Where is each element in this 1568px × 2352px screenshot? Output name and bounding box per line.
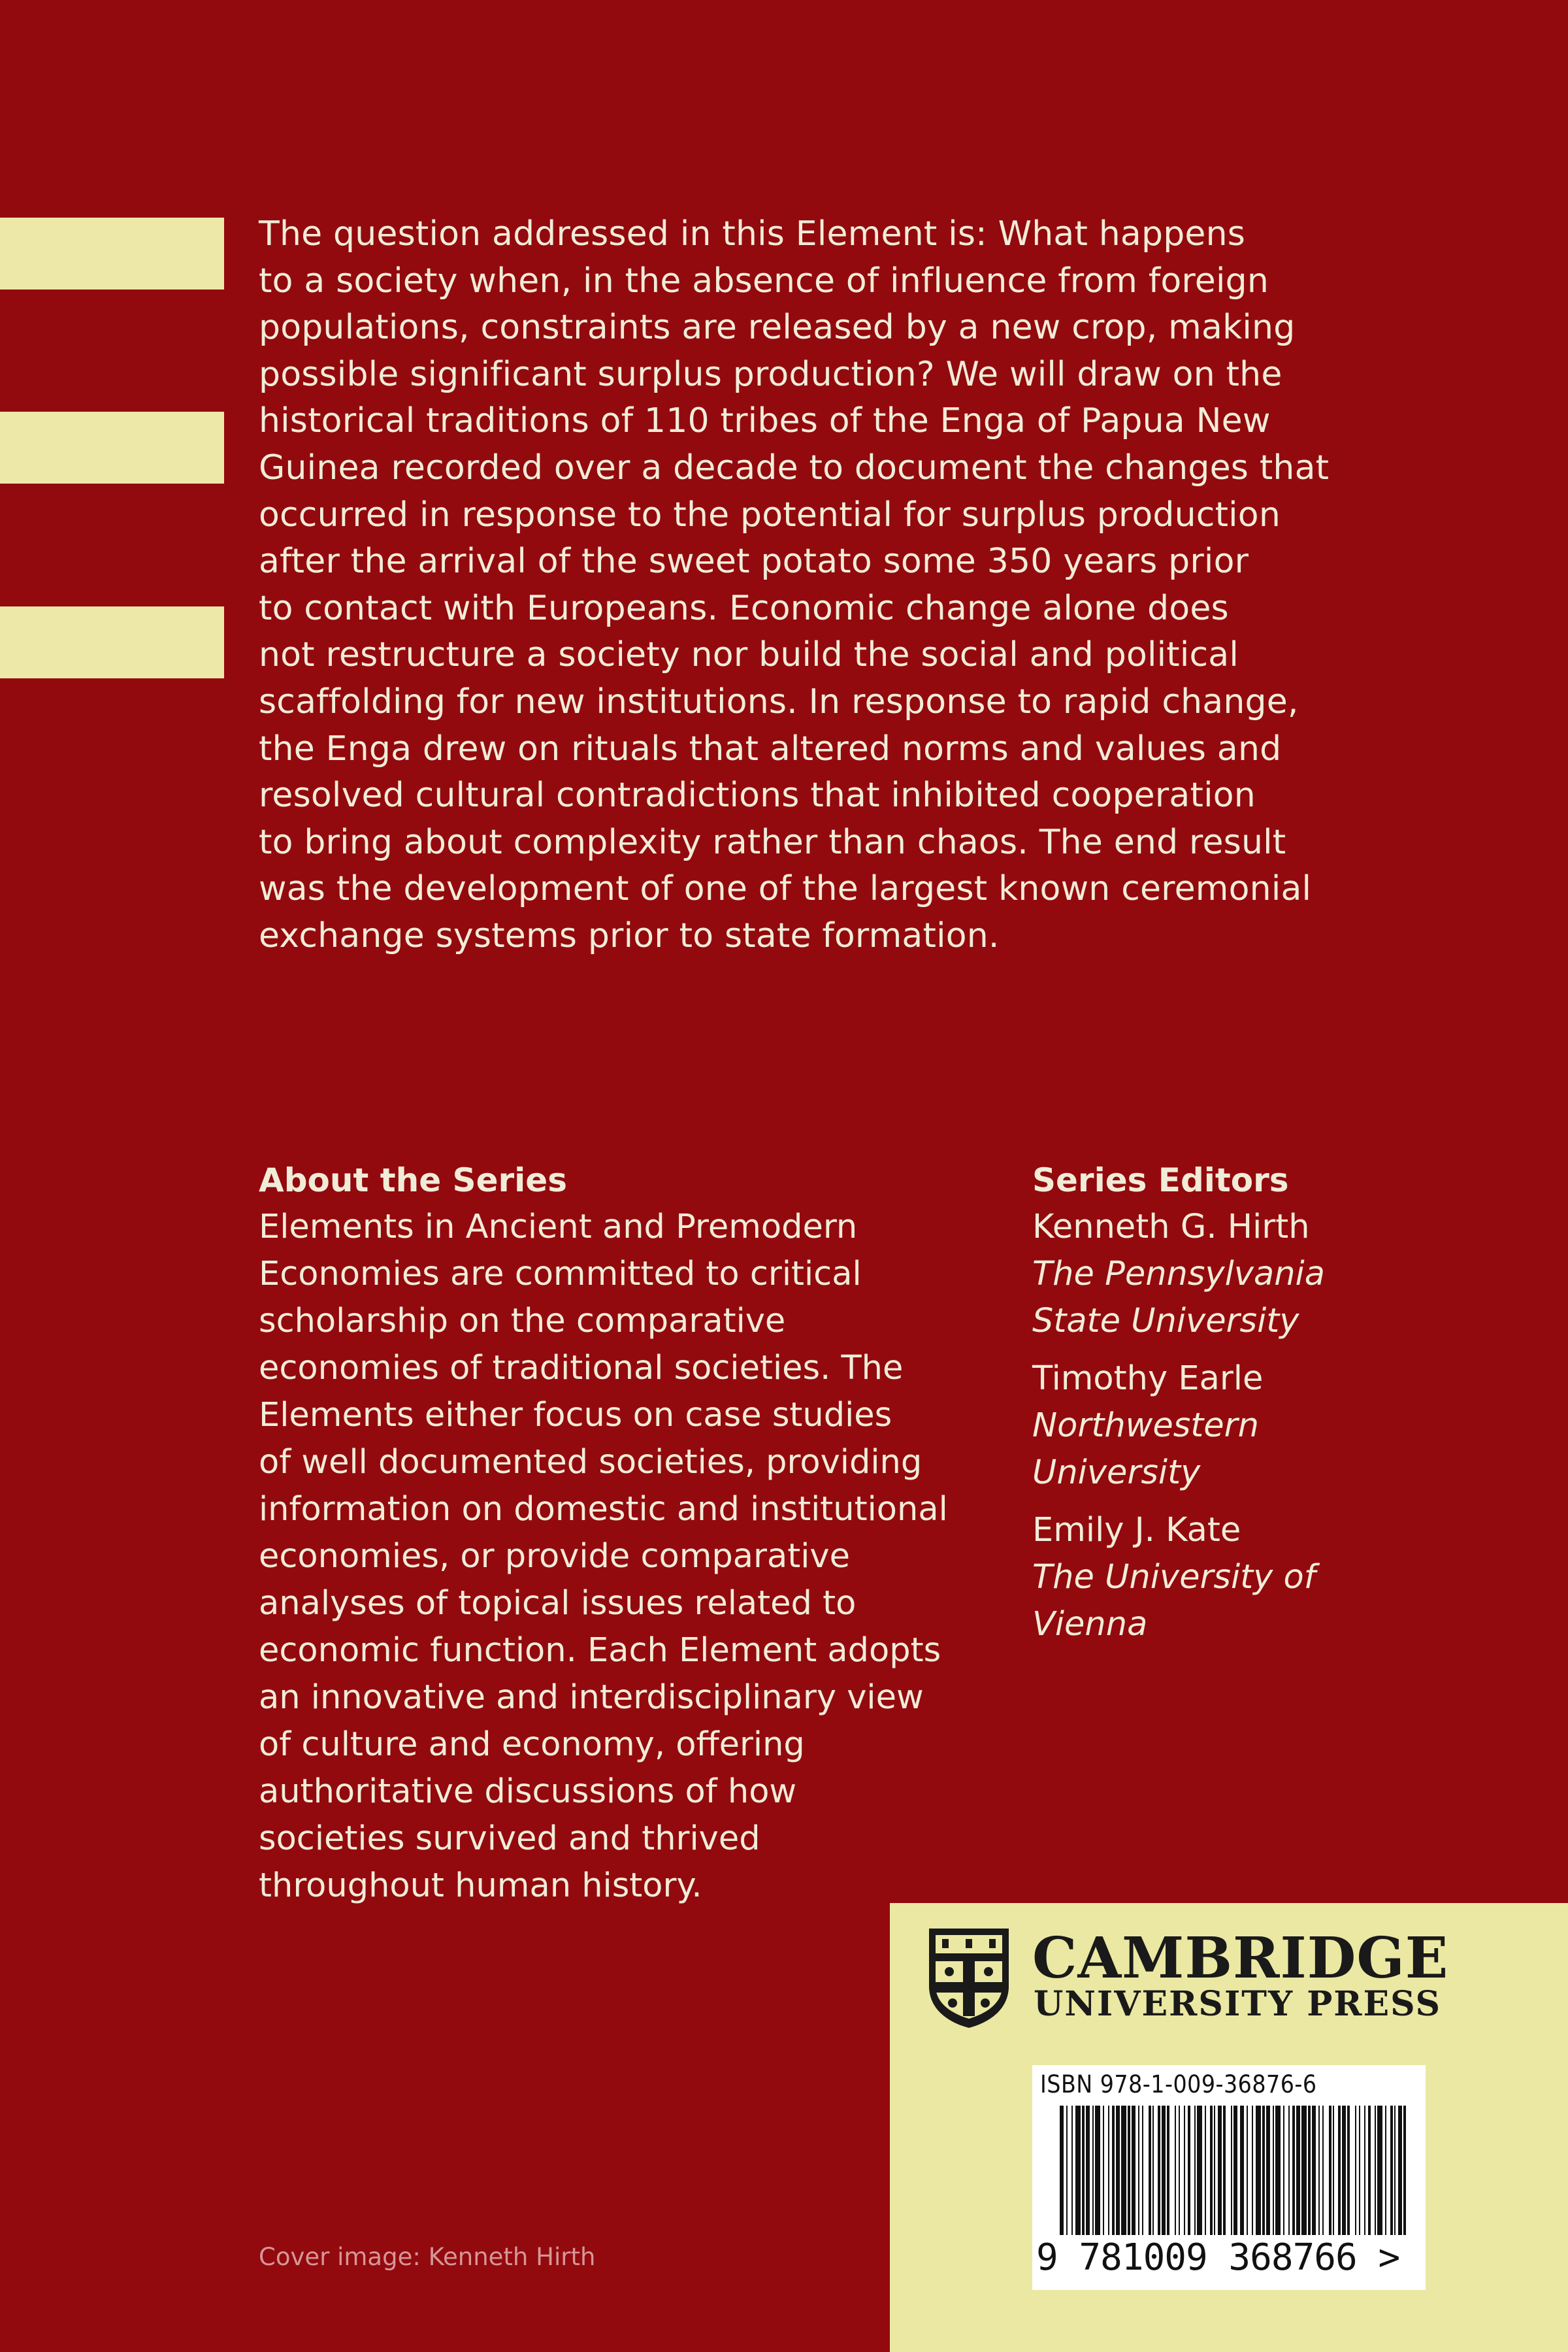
blurb-line: populations, constraints are released by a new crop, making bbox=[259, 308, 1296, 348]
barcode-stripe bbox=[1112, 2106, 1115, 2235]
barcode-stripe bbox=[1149, 2106, 1151, 2235]
accent-bar-2 bbox=[0, 412, 224, 484]
editor-name: Emily J. Kate bbox=[1032, 1511, 1241, 1549]
barcode-stripe bbox=[1060, 2106, 1064, 2235]
accent-bar-3 bbox=[0, 606, 224, 678]
blurb-line: the Enga drew on rituals that altered norms and values and bbox=[259, 729, 1282, 769]
about-line: throughout human history. bbox=[259, 1866, 702, 1905]
affiliation-line: The University of bbox=[1032, 1558, 1316, 1597]
barcode-stripe bbox=[1152, 2106, 1154, 2235]
cambridge-shield-icon bbox=[926, 1926, 1011, 2030]
editor-affiliation bbox=[1032, 1251, 1450, 1345]
blurb-line: possible significant surplus production? We will draw on the bbox=[259, 354, 1282, 394]
editor-entry bbox=[1032, 1355, 1450, 1497]
isbn-label: ISBN 978-1-009-36876-6 bbox=[1040, 2070, 1317, 2098]
barcode-stripe bbox=[1223, 2106, 1226, 2235]
about-line: analyses of topical issues related to bbox=[259, 1584, 857, 1623]
barcode-stripe bbox=[1338, 2106, 1341, 2235]
publisher-name: CAMBRIDGE bbox=[1032, 1925, 1449, 1991]
barcode-stripe bbox=[1296, 2106, 1300, 2235]
blurb-line: after the arrival of the sweet potato some 350 years prior bbox=[259, 542, 1249, 582]
editor-name: Kenneth G. Hirth bbox=[1032, 1208, 1310, 1246]
blurb-line: was the development of one of the largest known ceremonial bbox=[259, 869, 1312, 909]
editor-affiliation bbox=[1032, 1402, 1450, 1497]
barcode-digits: 9 781009 368766 > bbox=[1036, 2236, 1400, 2279]
barcode-stripe bbox=[1318, 2106, 1320, 2235]
blurb-line: to bring about complexity rather than chaos. The end result bbox=[259, 822, 1286, 862]
barcode-stripe bbox=[1283, 2106, 1284, 2235]
blurb-line: Guinea recorded over a decade to document the changes that bbox=[259, 448, 1330, 488]
barcode-stripe bbox=[1158, 2106, 1160, 2235]
barcode-stripe bbox=[1233, 2106, 1237, 2235]
barcode-stripe bbox=[1342, 2106, 1346, 2235]
barcode-stripe bbox=[1364, 2106, 1365, 2235]
barcode-stripe bbox=[1214, 2106, 1215, 2235]
barcode-stripe bbox=[1329, 2106, 1331, 2235]
barcode-stripe bbox=[1162, 2106, 1166, 2235]
barcode-stripe bbox=[1210, 2106, 1213, 2235]
barcode-stripe bbox=[1301, 2106, 1307, 2235]
editor-entry bbox=[1032, 1204, 1450, 1345]
affiliation-line: State University bbox=[1032, 1302, 1299, 1340]
barcode-stripe bbox=[1194, 2106, 1196, 2235]
about-line: economies of traditional societies. The bbox=[259, 1349, 904, 1387]
isbn-barcode-box bbox=[1032, 2065, 1426, 2290]
blurb-line: not restructure a society nor build the social and political bbox=[259, 635, 1239, 675]
barcode-stripe bbox=[1308, 2106, 1311, 2235]
affiliation-line: The Pennsylvania bbox=[1032, 1255, 1325, 1293]
about-line: scholarship on the comparative bbox=[259, 1302, 786, 1340]
barcode-stripe bbox=[1128, 2106, 1130, 2235]
barcode-stripe bbox=[1167, 2106, 1169, 2235]
barcode-stripe bbox=[1231, 2106, 1232, 2235]
barcode-stripe bbox=[1403, 2106, 1406, 2235]
blurb-line: The question addressed in this Element is: What happens bbox=[259, 214, 1246, 254]
blurb-line: to a society when, in the absence of influence from foreign bbox=[259, 261, 1269, 301]
barcode-stripe bbox=[1333, 2106, 1334, 2235]
barcode-stripe bbox=[1218, 2106, 1222, 2235]
barcode-stripe bbox=[1205, 2106, 1206, 2235]
barcode-stripe bbox=[1266, 2106, 1270, 2235]
barcode-stripe bbox=[1095, 2106, 1100, 2235]
barcode-stripe bbox=[1188, 2106, 1190, 2235]
about-line: information on domestic and institutional bbox=[259, 1490, 948, 1529]
about-line: Elements either focus on case studies bbox=[259, 1396, 892, 1434]
barcode-stripe bbox=[1377, 2106, 1382, 2235]
series-editors-heading: Series Editors bbox=[1032, 1161, 1289, 1199]
barcode-stripe bbox=[1240, 2106, 1244, 2235]
blurb-line: historical traditions of 110 tribes of the Enga of Papua New bbox=[259, 401, 1271, 441]
cover-image-credit: Cover image: Kenneth Hirth bbox=[259, 2243, 596, 2271]
about-series-text bbox=[259, 1204, 1017, 1910]
barcode-stripe bbox=[1252, 2106, 1253, 2235]
about-line: Elements in Ancient and Premodern bbox=[259, 1208, 858, 1246]
barcode-stripe bbox=[1108, 2106, 1109, 2235]
barcode-stripe bbox=[1184, 2106, 1185, 2235]
about-series-heading: About the Series bbox=[259, 1161, 567, 1199]
affiliation-line: Vienna bbox=[1032, 1605, 1148, 1644]
barcode-stripe bbox=[1312, 2106, 1316, 2235]
affiliation-line: University bbox=[1032, 1453, 1201, 1492]
barcode-stripe bbox=[1179, 2106, 1180, 2235]
about-line: of well documented societies, providing bbox=[259, 1443, 923, 1482]
barcode-stripe bbox=[1138, 2106, 1139, 2235]
about-series-section bbox=[259, 1157, 1017, 1910]
barcode-stripe bbox=[1092, 2106, 1094, 2235]
about-line: of culture and economy, offering bbox=[259, 1725, 805, 1764]
barcode-stripe bbox=[1347, 2106, 1350, 2235]
barcode-stripe bbox=[1142, 2106, 1143, 2235]
barcode bbox=[1057, 2106, 1410, 2235]
barcode-stripe bbox=[1288, 2106, 1290, 2235]
publisher-panel bbox=[890, 1903, 1568, 2352]
barcode-stripe bbox=[1292, 2106, 1295, 2235]
editor-entry bbox=[1032, 1507, 1450, 1648]
affiliation-line: Northwestern bbox=[1032, 1406, 1259, 1445]
barcode-stripe bbox=[1398, 2106, 1402, 2235]
blurb-line: scaffolding for new institutions. In response to rapid change, bbox=[259, 682, 1299, 721]
about-line: economic function. Each Element adopts bbox=[259, 1631, 941, 1670]
barcode-stripe bbox=[1322, 2106, 1324, 2235]
barcode-stripe bbox=[1394, 2106, 1396, 2235]
blurb-line: exchange systems prior to state formation. bbox=[259, 916, 1000, 955]
barcode-stripe bbox=[1390, 2106, 1393, 2235]
barcode-stripe bbox=[1385, 2106, 1386, 2235]
about-line: authoritative discussions of how bbox=[259, 1772, 797, 1811]
barcode-stripe bbox=[1103, 2106, 1104, 2235]
editor-name: Timothy Earle bbox=[1032, 1359, 1264, 1398]
series-editors-section bbox=[1032, 1157, 1450, 1659]
barcode-stripe bbox=[1132, 2106, 1135, 2235]
barcode-stripe bbox=[1086, 2106, 1090, 2235]
accent-bar-1 bbox=[0, 218, 224, 290]
publisher-subname: UNIVERSITY PRESS bbox=[1034, 1984, 1442, 2024]
barcode-stripe bbox=[1275, 2106, 1281, 2235]
barcode-stripe bbox=[1247, 2106, 1248, 2235]
barcode-stripe bbox=[1121, 2106, 1126, 2235]
about-line: an innovative and interdisciplinary view bbox=[259, 1678, 924, 1717]
about-line: economies, or provide comparative bbox=[259, 1537, 850, 1576]
barcode-stripe bbox=[1262, 2106, 1265, 2235]
barcode-stripe bbox=[1075, 2106, 1081, 2235]
about-line: Economies are committed to critical bbox=[259, 1255, 862, 1293]
barcode-stripe bbox=[1359, 2106, 1360, 2235]
blurb-line: resolved cultural contradictions that inhibited cooperation bbox=[259, 776, 1256, 816]
barcode-stripe bbox=[1197, 2106, 1202, 2235]
barcode-stripe bbox=[1375, 2106, 1376, 2235]
barcode-stripe bbox=[1256, 2106, 1261, 2235]
barcode-stripe bbox=[1082, 2106, 1085, 2235]
barcode-stripe bbox=[1116, 2106, 1120, 2235]
barcode-stripe bbox=[1066, 2106, 1068, 2235]
barcode-stripe bbox=[1071, 2106, 1073, 2235]
blurb-line: occurred in response to the potential for surplus production bbox=[259, 495, 1281, 535]
barcode-stripe bbox=[1175, 2106, 1176, 2235]
barcode-stripe bbox=[1273, 2106, 1274, 2235]
book-blurb bbox=[259, 211, 1435, 960]
barcode-stripe bbox=[1355, 2106, 1356, 2235]
editor-affiliation bbox=[1032, 1554, 1450, 1648]
barcode-stripe bbox=[1368, 2106, 1371, 2235]
blurb-line: to contact with Europeans. Economic change alone does bbox=[259, 588, 1229, 628]
about-line: societies survived and thrived bbox=[259, 1819, 760, 1858]
